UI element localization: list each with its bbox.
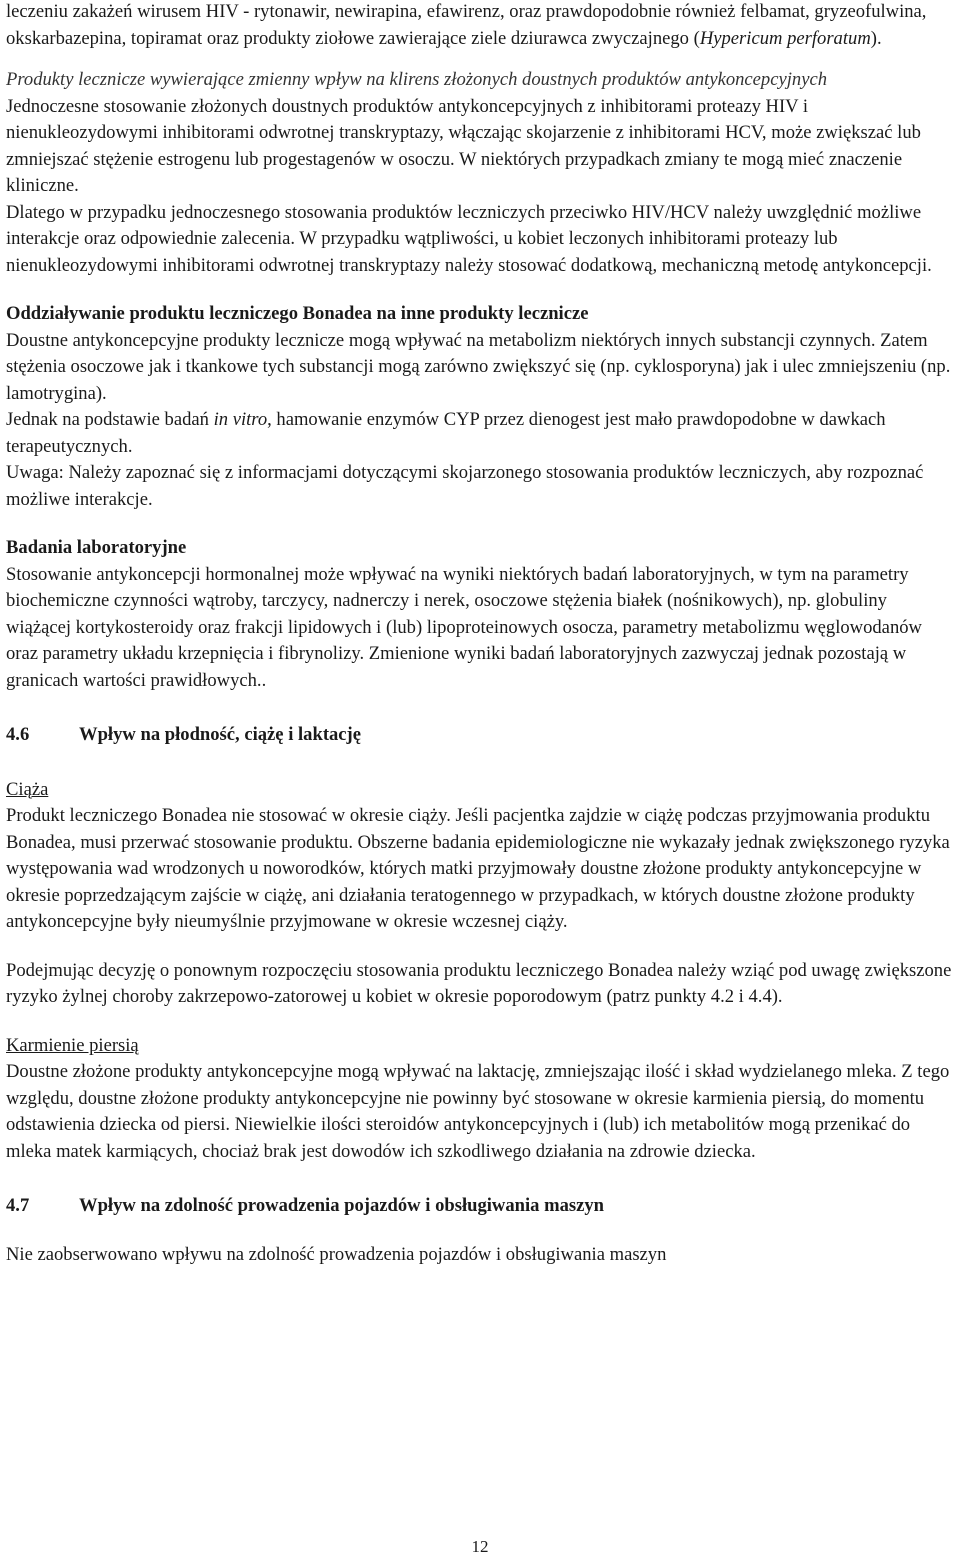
pregnancy-paragraph-1: Produkt leczniczego Bonadea nie stosować w okresie ciąży. Jeśli pacjentka zajdzie w ciążę podczas przyjmowania produktu Bonadea, musi przerwać stosowanie produktu. Obszerne badania epidemiologiczne nie wykazały jednak zwiększonego ryzyka występowania wad wrodzonych u noworodków, których matki przyjmowały doustne złożone produkty antykoncepcyjne w okresie poprzedzającym zajście w ciążę, ani działania teratogennego w przypadkach, w których doustne złożone produkty antykoncepcyjne były nieumyślnie przyjmowane w okresie wczesnej ciąży.	[6, 805, 950, 932]
clearance-paragraph-1: Jednoczesne stosowanie złożonych doustnych produktów antykoncepcyjnych z inhibitorami proteazy HIV i nienukleozydowymi inhibitorami odwrotnej transkryptazy, włączając skojarzenie z inhibitorami HCV, może zwiększać lub zmniejszać stężenie estrogenu lub progestagenów w osoczu. W niektórych przypadkach zmiany te mogą mieć znaczenie kliniczne.	[6, 95, 921, 196]
pregnancy-paragraph-2: Podejmując decyzję o ponownym rozpoczęciu stosowania produktu leczniczego Bonadea należy wziąć pod uwagę zwiększone ryzyko żylnej choroby zakrzepowo-zatorowej u kobiet w okresie poporodowym (patrz punkty 4.2 i 4.4).	[6, 959, 952, 1007]
section-number: 4.6	[6, 724, 30, 745]
interactions-paragraph-1: Doustne antykoncepcyjne produkty lecznicze mogą wpływać na metabolizm niektórych innych substancji czynnych. Zatem stężenia osoczowe jak i tkankowe tych substancji mogą zarówno zwiększyć się (np. cyklosporyna) jak i ulec zmniejszeniu (np. lamotrygina).	[6, 329, 951, 404]
interactions-paragraph-3: Uwaga: Należy zapoznać się z informacjami dotyczącymi skojarzonego stosowania produktów leczniczych, aby rozpoznać możliwe interakcje.	[6, 462, 924, 510]
paragraph-text: leczeniu zakażeń wirusem HIV - rytonawir, newirapina, efawirenz, oraz prawdopodobnie również felbamat, gryzeofulwina, okskarbazepina, topiramat oraz produkty ziołowe zawierające ziele dziurawca zwyczajnego (	[6, 1, 927, 49]
continued-paragraph	[6, 0, 956, 52]
section-title: Wpływ na zdolność prowadzenia pojazdów i obsługiwania maszyn	[79, 1195, 605, 1216]
driving-paragraph: Nie zaobserwowano wpływu na zdolność prowadzenia pojazdów i obsługiwania maszyn	[6, 1243, 667, 1265]
interactions-heading: Oddziaływanie produktu leczniczego Bonadea na inne produkty lecznicze	[6, 303, 589, 324]
interactions-paragraph-2: Jednak na podstawie badań in vitro, hamowanie enzymów CYP przez dienogest jest mało prawdopodobne w dawkach terapeutycznych.	[6, 409, 886, 457]
section-heading-4-7	[6, 1193, 956, 1220]
paragraph-text: ).	[870, 27, 882, 49]
clearance-paragraph-2: Dlatego w przypadku jednoczesnego stosowania produktów leczniczych przeciwko HIV/HCV należy uwzględnić możliwe interakcje oraz odpowiednie zalecenia. W przypadku wątpliwości, u kobiet leczonych inhibitorami proteazy lub nienukleozydowymi inhibitorami odwrotnej transkryptazy należy stosować dodatkową, mechaniczną metodę antykoncepcji.	[6, 201, 932, 276]
page-number: 12	[471, 1537, 489, 1556]
document-page	[6, 0, 956, 1268]
lab-heading: Badania laboratoryjne	[6, 537, 187, 558]
section-number: 4.7	[6, 1195, 30, 1216]
breastfeeding-heading: Karmienie piersią	[6, 1034, 139, 1056]
clearance-section-title: Produkty lecznicze wywierające zmienny wpływ na klirens złożonych doustnych produktów antykoncepcyjnych	[6, 69, 828, 90]
section-heading-4-6	[6, 722, 956, 749]
in-vitro-term: in vitro	[213, 409, 268, 430]
pregnancy-heading: Ciąża	[6, 778, 49, 800]
breastfeeding-paragraph: Doustne złożone produkty antykoncepcyjne mogą wpływać na laktację, zmniejszając ilość i skład wydzielanego mleka. Z tego względu, doustne złożone produkty antykoncepcyjne nie powinny być stosowane w okresie karmienia piersią, do momentu odstawienia dziecka od piersi. Niewielkie ilości steroidów antykoncepcyjnych i (lub) ich metabolitów mogą przenikać do mleka matek karmiących, chociaż brak jest dowodów ich szkodliwego działania na zdrowie dziecka.	[6, 1061, 950, 1162]
lab-paragraph: Stosowanie antykoncepcji hormonalnej może wpływać na wyniki niektórych badań laboratoryjnych, w tym na parametry biochemiczne czynności wątroby, tarczycy, nadnerczy i nerek, osoczowe stężenia białek (nośnikowych), np. globuliny wiążącej kortykosteroidy oraz frakcji lipidowych i (lub) lipoproteinowych osocza, parametry metabolizmu węglowodanów oraz parametry układu krzepnięcia i fibrynolizy. Zmienione wyniki badań laboratoryjnych zazwyczaj jednak pozostają w granicach wartości prawidłowych..	[6, 563, 922, 691]
section-title: Wpływ na płodność, ciążę i laktację	[79, 724, 362, 745]
latin-name: Hypericum perforatum	[699, 27, 871, 49]
